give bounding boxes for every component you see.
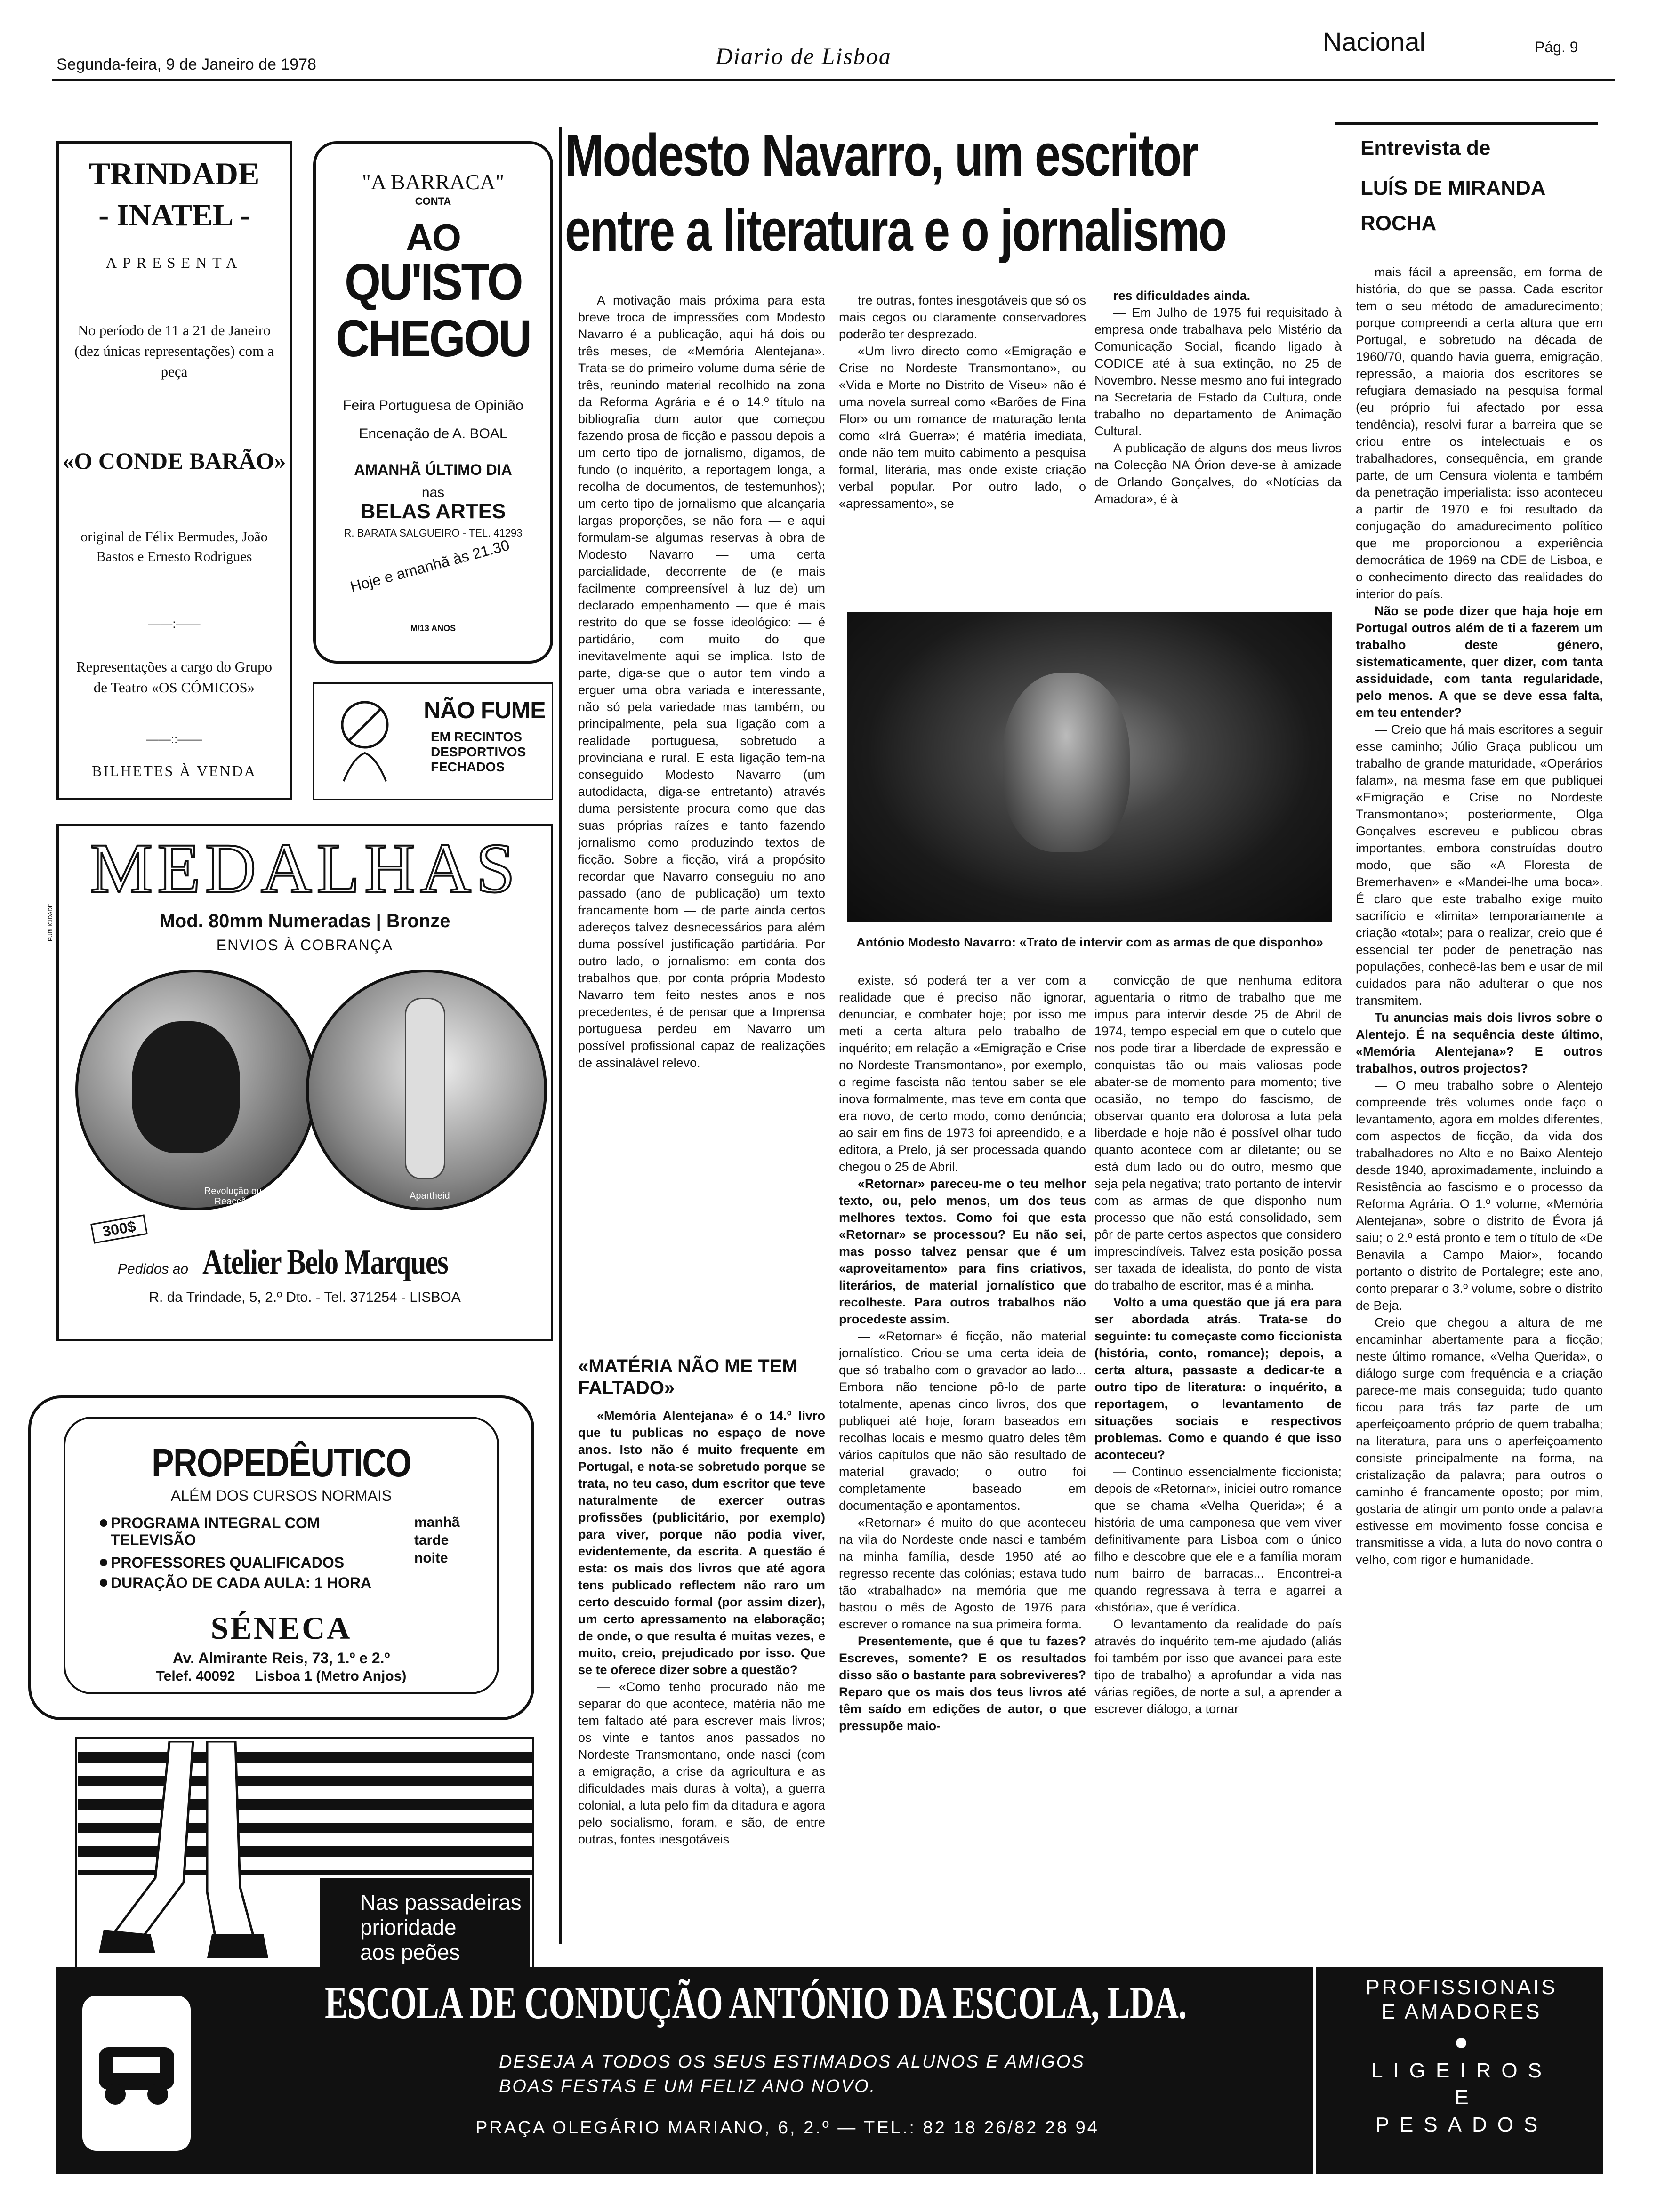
article-paragraph: — Continuo essencialmente ficcionista; depois de «Retornar», iniciei outro romance que se chama «Velha Querida»; é a história de uma camponesa que vem viver definitivamente para Lisboa com o único filho e descobre que ele e a família moram num bairro de barracas... Encontrei-a quando regressava à terra e agarrei a «história», que é verídica. xyxy=(1094,1465,1342,1614)
medal-two-label: Apartheid xyxy=(410,1191,450,1201)
article-paragraph: Tu anuncias mais dois livros sobre o Alentejo. É na sequência deste último, «Memória Alentejana»? E outros trabalhos, outros projectos? xyxy=(1356,1010,1603,1075)
medalhas-pedidos: Pedidos ao xyxy=(118,1261,189,1277)
article-column-3b xyxy=(1094,972,1342,1944)
no-smoking-icon xyxy=(325,692,405,786)
trindade-tickets: BILHETES À VENDA xyxy=(92,762,257,779)
barraca-title-1: AO xyxy=(406,216,460,258)
article-paragraph: Presentemente, que é que tu fazes? Escreves, somente? E os resultados disso são o bastante para sobreviveres? Reparo que os mais dos teus livros até têm saído em edições de autor, o que pressupõe maio- xyxy=(839,1634,1086,1733)
medal-one-face xyxy=(132,1021,240,1153)
article-paragraph: — Creio que há mais escritores a seguir esse caminho; Júlio Graça publicou um trabalho de grande maturidade, «Operários falam», na mesma fase em que publiquei «Emigração e Crise no Nordeste Transmontano»; posteriormente, Olga Gonçalves escreveu e publicou obras importantes, embora construídas doutro modo, que são «A Floresta de Bremerhaven» e «Mandei-lhe uma boca». É claro que este trabalho exige muito sacrifício e «limita» temporariamente a criação «total»; para o realizar, creio que é essencial ter poder de penetração nas populações, conhecê-las bem e usar de mil cuidados para não adulterar o que nos transmitem. xyxy=(1356,722,1603,1008)
barraca-age: M/13 ANOS xyxy=(410,624,456,633)
article-paragraph: — «Como tenho procurado não me separar do que acontece, matéria não me tem faltado até para escrever mais livros; os vinte e tantos anos passados no Nordeste Transmontano, onde nasci (com a emigração, a crise da agricultura e as dificuldades mais duras à volta), a guerra colonial, a luta pelo fim da ditadura e agora pelo socialismo, foram, e são, de entre outras, fontes inesgotáveis xyxy=(578,1680,825,1846)
article-rule-left xyxy=(559,127,562,1944)
prop-item-3: DURAÇÃO DE CADA AULA: 1 HORA xyxy=(111,1574,372,1591)
medalhas-envios: ENVIOS À COBRANÇA xyxy=(216,937,394,954)
prop-school: SÉNECA xyxy=(210,1610,352,1646)
bullet-1 xyxy=(100,1519,107,1527)
barraca-title-2: QU'ISTO xyxy=(344,253,522,311)
barraca-nas: nas xyxy=(421,485,445,500)
medalhas-title: MEDALHAS xyxy=(89,829,520,907)
passadeiras-line1: Nas passadeiras xyxy=(360,1890,522,1915)
article-subhead: «MATÉRIA NÃO ME TEM FALTADO» xyxy=(578,1356,798,1398)
article-paragraph: Volto a uma questão que já era para ser abordada atrás. Trata-se do seguinte: tu começaste como ficcionista (história, conto, romance); depois, a certa altura, passaste a dedicar-te a outro tipo de literatura: o inquérito, a reportagem, o levantamento de situações sociais e respectivos problemas. Como e quando é que isso aconteceu? xyxy=(1094,1295,1342,1462)
car-icon xyxy=(89,2019,184,2123)
prop-time-3: noite xyxy=(414,1550,448,1566)
barraca-feira: Feira Portuguesa de Opinião xyxy=(343,398,523,413)
article-paragraph: O levantamento da realidade do país através do inquérito tem-me ajudado (aliás foi também por isso que avancei para este tipo de trabalho) a aprofundar a vida nas várias regiões, de norte a sul, a aprender a escrever diálogo, a tornar xyxy=(1094,1617,1342,1716)
medalhas-side: PUBLICIDADE xyxy=(47,903,54,941)
escola-right-2: E AMADORES xyxy=(1381,2000,1542,2023)
passadeiras-line2: prioridade xyxy=(360,1915,457,1940)
escola-right-dot xyxy=(1456,2038,1466,2048)
masthead-rule xyxy=(52,79,1615,81)
article-column-1 xyxy=(578,292,825,1346)
article-paragraph: res dificuldades ainda. xyxy=(1113,289,1251,303)
photo-caption: António Modesto Navarro: «Trato de intervir com as armas de que disponho» xyxy=(856,935,1323,949)
medalhas-atelier: Atelier Belo Marques xyxy=(202,1243,448,1282)
escola-right-5: PESADOS xyxy=(1375,2113,1548,2136)
passadeiras-line3: aos peões xyxy=(360,1940,460,1964)
article-column-4 xyxy=(1356,264,1603,1944)
masthead-date: Segunda-feira, 9 de Janeiro de 1978 xyxy=(56,56,316,73)
nao-fume-line4: FECHADOS xyxy=(431,760,505,774)
article-paragraph: «Memória Alentejana» é o 14.º livro que tu publicas no espaço de nove anos. Isto não é muito frequente em Portugal, e nota-se sobretudo porque se trata, no teu caso, dum escritor que teve naturalmente de exercer outras profissões (publicitário, por exemplo) para viver, porque não podia viver, evidentemente, da escrita. A questão é esta: os mais dos livros que até agora tens publicado reflectem não raro um certo descuido formal (por assim dizer), um certo apressamento na elaboração; de onde, o que resulta é muitas vezes, e muito, creio, prejudicado por isso. Que se te oferece dizer sobre a questão? xyxy=(578,1409,825,1677)
trindade-title: TRINDADE xyxy=(88,156,260,192)
bullet-3 xyxy=(100,1579,107,1587)
article-paragraph: A motivação mais próxima para esta breve troca de impressões com Modesto Navarro é a publicação, aqui há dois ou três meses, de «Memória Alentejana». Trata-se do primeiro volume duma série de três, reunindo material recolhido na zona da Reforma Agrária e é o 14.º título na bibliografia dum autor que começou fazendo prosa de ficção e passou depois a um certo tipo de jornalismo, digamos, de fundo (o inquérito, a reportagem longa, a recolha de documentos, de testemunhos); um certo tipo de jornalismo que alcançaria largas proporções, se não fora — e aqui formulam-se algumas reservas à obra de Modesto Navarro — uma certa parcialidade, decorrente de (e mais facilmente compreensível à luz de) um declarado empenhamento — que é mais restrito do que se fosse ideológico: — é partidário, com muito do que inevitavelmente aqui se implica. Isto de parte, diga-se que o autor tem vindo a erguer uma obra variada e interessante, não só pela variedade mas também, ou principalmente, pela sua ligação com a realidade portuguesa, sobretudo a provinciana e rural. E esta ligação tem-na conseguido Modesto Navarro (um autodidacta, diga-se entretanto) através duma persistente procura como que das suas próprias raízes e tanto fazendo jornalismo como produzindo textos de ficção. Sobre a ficção, virá a propósito recordar que Navarro conseguiu no ano passado (ano de publicação) um texto francamente bom — de parte ainda certos adereços talvez desnecessários para além duma possível justificação partidária. Por outro lado, o jornalismo: em conta dos trabalhos que, por conta própria Modesto Navarro tem feito nestes anos e nos precedentes, é de pensar que a Imprensa portuguesa perdeu em Navarro um possível profissional capaz de realizações de assinalável relevo. xyxy=(578,293,825,1070)
barraca-venue: BELAS ARTES xyxy=(360,500,506,523)
prop-item-1: PROGRAMA INTEGRAL COM TELEVISÃO xyxy=(111,1515,320,1548)
article-paragraph: «Retornar» é muito do que aconteceu na vila do Nordeste onde nasci e também na minha família, desde 1950 até ao regresso recente das colónias; estava tudo tão «trabalhado» na memória que me bastou o mês de Agosto de 1976 para escrever o romance na sua primeira forma. xyxy=(839,1515,1086,1631)
trindade-period: No período de 11 a 21 de Janeiro (dez únicas representações) com a peça xyxy=(74,322,274,380)
masthead-paper: Diario de Lisboa xyxy=(716,43,892,69)
escola-right-4: E xyxy=(1455,2086,1469,2109)
escola-line2: BOAS FESTAS E UM FELIZ ANO NOVO. xyxy=(499,2076,877,2096)
bullet-2 xyxy=(100,1559,107,1566)
article-paragraph: — Em Julho de 1975 fui requisitado à empresa onde trabalhava pelo Mistério da Comunicação Social, ficando ligado à CODICE até à sua extinção, no 25 de Novembro. Nesse mesmo ano fui integrado na Secretaria de Estado da Cultura, onde trabalho no departamento de Animação Cultural. xyxy=(1094,305,1342,438)
prop-address: Av. Almirante Reis, 73, 1.º e 2.º xyxy=(172,1650,390,1667)
article-rule-top xyxy=(1335,122,1598,125)
barraca-address: R. BARATA SALGUEIRO - TEL. 41293 xyxy=(344,527,523,539)
interview-label: Entrevista de xyxy=(1360,136,1491,160)
trindade-authors: original de Félix Bermudes, João Bastos e Ernesto Rodrigues xyxy=(80,529,268,564)
prop-item-2: PROFESSORES QUALIFICADOS xyxy=(111,1554,345,1571)
article-paragraph: Não se pode dizer que haja hoje em Portugal outros além de ti a fazerem um trabalho deste género, sistematicamente, quer dizer, com tanta assiduidade, com tanta regularidade, pelo menos. A que se deve essa falta, em teu entender? xyxy=(1356,604,1603,720)
article-column-1b xyxy=(578,1407,825,1944)
article-paragraph: tre outras, fontes inesgotáveis que só os mais cegos ou claramente conservadores poderão ter desprezado. xyxy=(839,293,1086,341)
trindade-sep: ——:—— xyxy=(148,617,201,631)
article-paragraph: «Um livro directo como «Emigração e Crise no Nordeste Transmontano», ou «Vida e Morte no Distrito de Viseu» não é uma novela surreal como «Barões de Fina Flor» ou um romance de maturação lenta como «Irá Guerra»; é matéria imediata, onde não tem muito cabimento a pesquisa formal, literária, mas onde existe criação verbal popular. Por outro lado, o «apressamento», se xyxy=(839,344,1086,511)
trindade-play: «O CONDE BARÃO» xyxy=(62,448,286,474)
article-paragraph: Creio que chegou a altura de me encaminhar abertamente para a ficção; neste último romance, «Velha Querida», o diálogo surge com frequência e a criação parece-me mais conseguida; tudo quanto ficou para trás faz parte de um aperfeiçoamento próprio de quem trabalha; na literatura, para uns o aperfeiçoamento consiste principalmente na forma, na cristalização da palavra; para outros o caminho é francamente oposto; por mim, gostaria de atingir um ponto onde a palavra estivesse em movimento fosse concisa e transmitisse a vida, a luta do novo contra o velho, com rigor e humanidade. xyxy=(1356,1315,1603,1567)
section-name: Nacional xyxy=(1323,27,1425,56)
article-column-2 xyxy=(839,292,1086,598)
escola-right-panel xyxy=(1313,1967,1316,2174)
barraca-encen: Encenação de A. BOAL xyxy=(359,426,507,441)
article-column-2b xyxy=(839,972,1086,1944)
article-paragraph: mais fácil a apreensão, em forma de história, do que se passa. Cada escritor tem o seu método de amadurecimento; porque compreendi a certa altura que em Portugal, e sobretudo na década de 1960/70, quando havia guerra, emigração, repressão, a maioria dos escritores se refugiara demasiado na pesquisa formal (eu próprio fui afectado por essa tendência), resolvi furar a barreira que se criou entre os intelectuais e os trabalhadores, consequência, em grande parte, de um Censura violenta e também da penetração imperialista: isso aconteceu a partir de 1970 e foi resultado da conjugação do amadurecimento político que me proporcionou a experiência democrática de 1969 na CDE de Lisboa, e o conhecimento directo das realidades do interior do país. xyxy=(1356,265,1603,601)
headline-line-2: entre a literatura e o jornalismo xyxy=(565,197,1226,264)
escola-line1: DESEJA A TODOS OS SEUS ESTIMADOS ALUNOS E AMIGOS xyxy=(499,2052,1085,2072)
prop-title: PROPEDÊUTICO xyxy=(152,1441,411,1485)
escola-address: PRAÇA OLEGÁRIO MARIANO, 6, 2.º — TEL.: 82 18 26/82 28 94 xyxy=(475,2118,1099,2138)
nao-fume-line2: EM RECINTOS xyxy=(431,729,522,744)
barraca-title-3: CHEGOU xyxy=(336,310,531,368)
barraca-time: Hoje e amanhã às 21.30 xyxy=(348,536,512,595)
article-paragraph: «Retornar» pareceu-me o teu melhor texto, ou, pelo menos, um dos teus melhores textos. Como foi que esta «Retornar» se processou? Eu não sei, mas posso talvez pensar que é um «aproveitamento» para fins criativos, literários, de material jornalístico que recolheste. Para outros trabalhos não procedeste assim. xyxy=(839,1177,1086,1326)
medal-one-label: Revolução ou Reacção xyxy=(204,1186,262,1207)
page-number: Pág. 9 xyxy=(1535,39,1578,56)
article-paragraph: existe, só poderá ter a ver com a realidade que é preciso não ignorar, denunciar, e combater hoje; por isso me meti a certa altura pelo trabalho de inquérito; em relação a «Emigração e Crise no Nordeste Transmontano», por exemplo, o regime fascista não tentou saber se ele inova formalmente, mas teve em conta que era novo, de certo modo, como denúncia; ao sair em fins de 1973 foi apreendido, e a editora, a Prelo, já ser processada quando chegou o 25 de Abril. xyxy=(839,973,1086,1174)
trindade-sep2: ——::—— xyxy=(146,732,202,746)
barraca-conta-sub: CONTA xyxy=(415,195,451,207)
pedestrian-legs-icon xyxy=(85,1741,320,1977)
interviewer-name-1: LUÍS DE MIRANDA xyxy=(1360,176,1546,200)
trindade-subtitle: - INATEL - xyxy=(98,198,250,232)
trindade-cast: Representações a cargo do Grupo de Teatro «OS CÓMICOS» xyxy=(76,658,273,696)
interviewer-name-2: ROCHA xyxy=(1360,212,1437,235)
trindade-presents: APRESENTA xyxy=(105,254,243,271)
article-paragraph: — «Retornar» é ficção, não material jornalístico. Criou-se uma certa ideia de que só trabalho com o gravador ao lado... Embora não tencione pô-lo de parte totalmente, apenas cinco livros, dos que publiquei até hoje, foram baseados em recolhas locais e mesmo quatro deles têm vários capítulos que não são resultado de material gravado; o outro foi completamente baseado em documentação e apontamentos. xyxy=(839,1329,1086,1513)
medal-two-figure xyxy=(405,998,445,1179)
prop-time-2: tarde xyxy=(414,1532,449,1548)
prop-time-1: manhã xyxy=(414,1515,460,1530)
medalhas-model: Mod. 80mm Numeradas | Bronze xyxy=(159,911,450,931)
nao-fume-line3: DESPORTIVOS xyxy=(431,745,526,759)
photo-face xyxy=(1003,673,1130,852)
prop-sub: ALÉM DOS CURSOS NORMAIS xyxy=(170,1487,392,1504)
nao-fume-title: NÃO FUME xyxy=(424,697,546,723)
escola-right-3: LIGEIROS xyxy=(1371,2059,1552,2082)
barraca-conta: "A BARRACA" xyxy=(362,170,505,194)
escola-title: ESCOLA DE CONDUÇÃO ANTÓNIO DA ESCOLA, LDA. xyxy=(325,1978,1187,2028)
barraca-amanha: AMANHÃ ÚLTIMO DIA xyxy=(354,461,512,478)
article-paragraph: A publicação de alguns dos meus livros na Colecção NA Órion deve-se à amizade de Orlando Gonçalves, do «Notícias da Amadora», é à xyxy=(1094,441,1342,506)
headline-line-1: Modesto Navarro, um escritor xyxy=(565,122,1198,188)
medalhas-address: R. da Trindade, 5, 2.º Dto. - Tel. 371254 - LISBOA xyxy=(149,1290,461,1305)
prop-phone: Telef. 40092 Lisboa 1 (Metro Anjos) xyxy=(156,1668,407,1684)
escola-right-1: PROFISSIONAIS xyxy=(1366,1976,1558,1999)
article-paragraph: convicção de que nenhuma editora aguentaria o ritmo de trabalho que me impus para intervir desde 25 de Abril de 1974, tempo especial em que o cutelo que nos pode tirar a liberdade de expressão e conquistas tão ou mais valiosas pode abater-se de momento para momento; tive ocasião, no tempo do fascismo, de observar quanto era dolorosa a luta pela liberdade e hoje não é possível olhar tudo quanto acontece com ar diletante; ou se está dum lado ou do outro, mesmo que seja pela negativa; trato portanto de intervir com as armas de que disponho num processo que não está consolidado, sem pôr de parte certos aspectos que considero imprescindíveis. Talvez esta posição possa ser taxada de idealista, do ponto de vista do trabalho de escritor, mas é a minha. xyxy=(1094,973,1342,1292)
article-column-3 xyxy=(1094,287,1342,607)
article-paragraph: — O meu trabalho sobre o Alentejo compreende três volumes onde faço o levantamento, agora em moldes diferentes, com aspectos de ficção, da vida dos trabalhadores no Alto e no Baixo Alentejo desde 1940, aproximadamente, incluindo a Resistência ao fascismo e o processo da Reforma Agrária. O 1.º volume, «Memória Alentejana», sobre o distrito de Évora já saiu; o 2.º está pronto e tem o título de «De Benavila a Campo Maior», focando portanto o distrito de Portalegre; este ano, conto preparar o 3.º volume, sobre o distrito de Beja. xyxy=(1356,1078,1603,1313)
medalhas-price: 300$ xyxy=(90,1214,148,1243)
